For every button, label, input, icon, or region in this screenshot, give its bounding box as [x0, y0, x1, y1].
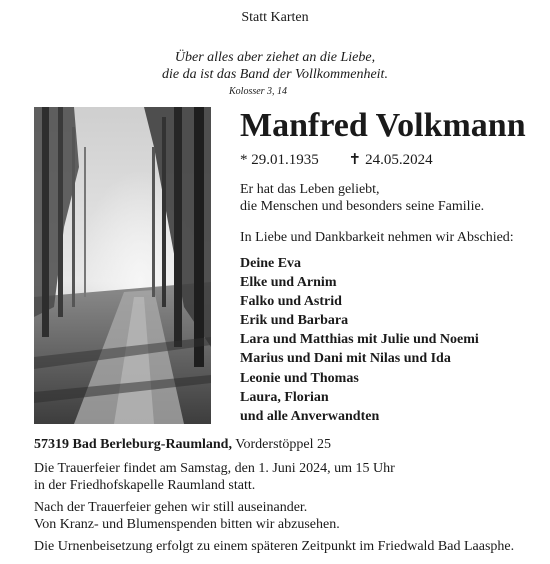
notice-line-1: Nach der Trauerfeier gehen wir still auseinander. — [34, 500, 308, 515]
deceased-name: Manfred Volkmann — [240, 107, 526, 144]
verse-line-1: Er hat das Leben geliebt, — [240, 182, 380, 197]
cross-icon: ✝ — [348, 152, 362, 168]
quote-reference: Kolosser 3, 14 — [229, 86, 288, 97]
urn-info: Die Urnenbeisetzung erfolgt zu einem späteren Zeitpunkt im Friedwald Bad Laasphe. — [34, 539, 515, 554]
life-dates — [240, 150, 433, 169]
service-line-2: in der Friedhofskapelle Raumland statt. — [34, 478, 256, 493]
farewell-line: In Liebe und Dankbarkeit nehmen wir Abschied: — [240, 230, 514, 245]
quote-line-1: Über alles aber ziehet an die Liebe, — [174, 50, 376, 65]
notice-line-2: Von Kranz- und Blumenspenden bitten wir abzusehen. — [34, 517, 340, 532]
address-street: Vorderstöppel 25 — [235, 437, 332, 452]
quote-line-2: die da ist das Band der Vollkommenheit. — [162, 67, 388, 82]
bible-quote — [0, 49, 550, 83]
mourner-item: Elke und Arnim — [240, 275, 337, 291]
mourner-item: Lara und Matthias mit Julie und Noemi — [240, 332, 479, 348]
notice-info — [34, 499, 340, 533]
forest-path-illustration — [34, 107, 211, 424]
mourners-list — [240, 254, 479, 426]
mourner-item: Erik und Barbara — [240, 313, 349, 329]
mourner-item: Deine Eva — [240, 256, 302, 271]
mourner-item: Leonie und Thomas — [240, 370, 359, 386]
family-address — [34, 437, 331, 453]
death-date: 24.05.2024 — [365, 152, 433, 168]
memorial-verse — [240, 181, 484, 215]
mourner-item: Laura, Florian — [240, 389, 329, 405]
service-line-1: Die Trauerfeier findet am Samstag, den 1. Juni 2024, um 15 Uhr — [34, 461, 395, 476]
birth-date: 29.01.1935 — [251, 152, 319, 168]
header-statt-karten: Statt Karten — [241, 10, 309, 25]
mourner-item: und alle Anverwandten — [240, 408, 380, 424]
mourner-item: Marius und Dani mit Nilas und Ida — [240, 351, 451, 367]
birth-symbol: * — [240, 152, 248, 168]
service-info — [34, 460, 395, 494]
mourner-item: Falko und Astrid — [240, 294, 342, 310]
address-place: 57319 Bad Berleburg-Raumland, — [34, 437, 232, 452]
forest-path-photo — [34, 107, 211, 424]
verse-line-2: die Menschen und besonders seine Familie. — [240, 199, 485, 214]
